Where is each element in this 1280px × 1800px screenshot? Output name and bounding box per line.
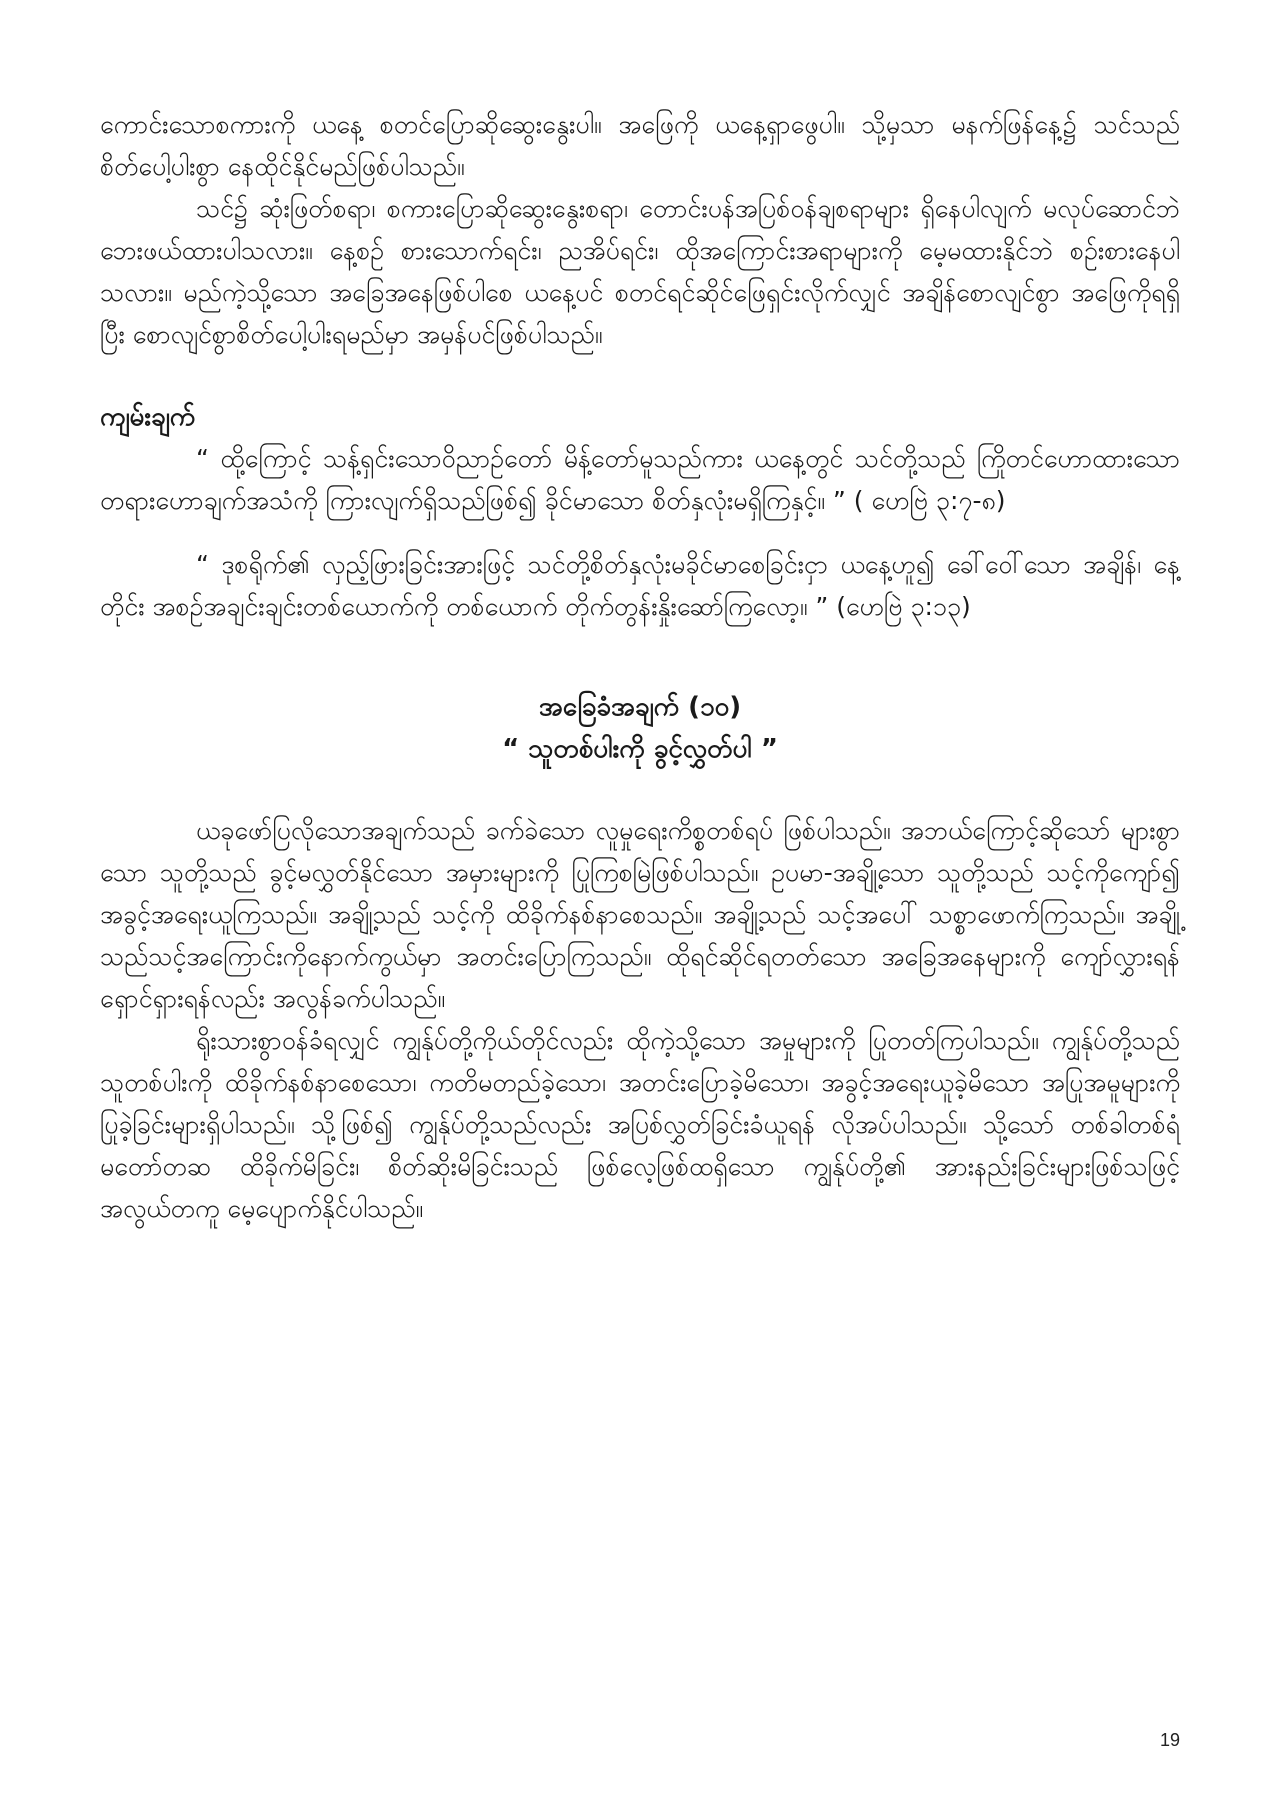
page-number: 19 [1159, 1730, 1180, 1750]
spacer [100, 770, 1180, 810]
spacer [100, 522, 1180, 544]
scripture-heading: ကျမ်းချက် [100, 402, 196, 432]
scripture-verse-2: “ ဒုစရိုက်၏ လှည့်ဖြားခြင်းအားဖြင့် သင်တို့စိတ်နှလုံးမခိုင်မာစေခြင်းငှာ ယနေ့ဟူ၍ ခေါ်ဝေါ်သော အချိန်၊ နေ့တိုင်း အစဉ်အချင်းချင်းတစ်ယောက်ကို တစ်ယောက် တိုက်တွန်းနှိုးဆော်ကြလော့။ ” (ဟေဗြဲ ၃:၁၃) [100, 550, 1180, 621]
scripture-verse-1: “ ထို့ကြောင့် သန့်ရှင်းသောဝိညာဉ်တော် မိန့်တော်မူသည်ကား ယနေ့တွင် သင်တို့သည် ကြိုတင်ဟောထားသော တရားဟောချက်အသံကို ကြားလျက်ရှိသည်ဖြစ်၍ ခိုင်မာသော စိတ်နှလုံးမရှိကြနှင့်။ ” ( ဟေဗြဲ ၃:၇-၈) [100, 444, 1180, 515]
chapter-paragraph-2: ရိုးသားစွာဝန်ခံရလျှင် ကျွန်ုပ်တို့ကိုယ်တိုင်လည်း ထိုကဲ့သို့သော အမှုများကို ပြုတတ်ကြပါသည်။ ကျွန်ုပ်တို့သည် သူတစ်ပါးကို ထိခိုက်နစ်နာစေသော၊ ကတိမတည်ခဲ့သော၊ အတင်းပြောခဲ့မိသော၊ အခွင့်အရေးယူခဲ့မိသော အပြုအမူများကို ပြုခဲ့ခြင်းများရှိပါသည်။ သို့ဖြစ်၍ ကျွန်ုပ်တို့သည်လည်း အပြစ်လွှတ်ခြင်းခံယူရန် လိုအပ်ပါသည်။ သို့သော် တစ်ခါတစ်ရံ မတော်တဆ ထိခိုက်မိခြင်း၊ စိတ်ဆိုးမိခြင်းသည် ဖြစ်လေ့ဖြစ်ထရှိသော ကျွန်ုပ်တို့၏ အားနည်းခြင်းများဖြစ်သဖြင့် အလွယ်တကူ မေ့ပျောက်နိုင်ပါသည်။ [100, 1026, 1180, 1223]
intro-paragraph-2: သင်၌ ဆုံးဖြတ်စရာ၊ စကားပြောဆိုဆွေးနွေးစရာ၊ တောင်းပန်အပြစ်ဝန်ချစရာများ ရှိနေပါလျက် မလုပ်ဆောင်ဘဲ ဘေးဖယ်ထားပါသလား။ နေ့စဉ် စားသောက်ရင်း၊ ညအိပ်ရင်း၊ ထိုအကြောင်းအရာများကို မေ့မထားနိုင်ဘဲ စဉ်းစားနေပါသလား။ မည်ကဲ့သို့သော အခြေအနေဖြစ်ပါစေ ယနေ့ပင် စတင်ရင်ဆိုင်ဖြေရှင်းလိုက်လျှင် အချိန်စောလျင်စွာ အဖြေကိုရရှိပြီး စောလျင်စွာစိတ်ပေါ့ပါးရမည်မှာ အမှန်ပင်ဖြစ်ပါသည်။ [100, 194, 1180, 349]
spacer [100, 628, 1180, 686]
intro-paragraph-1: ကောင်းသောစကားကို ယနေ့ စတင်ပြောဆိုဆွေးနွေးပါ။ အဖြေကို ယနေ့ရှာဖွေပါ။ သို့မှသာ မနက်ဖြန်နေ့၌ သင်သည်စိတ်ပေါ့ပါးစွာ နေထိုင်နိုင်မည်ဖြစ်ပါသည်။ [100, 110, 1180, 181]
chapter-paragraph-1: ယခုဖော်ပြလိုသောအချက်သည် ခက်ခဲသော လူမှုရေးကိစ္စတစ်ရပ် ဖြစ်ပါသည်။ အဘယ်ကြောင့်ဆိုသော် များစွာသော သူတို့သည် ခွင့်မလွှတ်နိုင်သော အမှားများကို ပြုကြစမြဲဖြစ်ပါသည်။ ဥပမာ-အချို့သော သူတို့သည် သင့်ကိုကျော်၍ အခွင့်အရေးယူကြသည်။ အချို့သည် သင့်ကို ထိခိုက်နစ်နာစေသည်။ အချို့သည် သင့်အပေါ် သစ္စာဖောက်ကြသည်။ အချို့သည်သင့်အကြောင်းကိုနောက်ကွယ်မှာ အတင်းပြောကြသည်။ ထိုရင်ဆိုင်ရတတ်သော အခြေအနေများကို ကျော်လွှားရန်ရှောင်ရှားရန်လည်း အလွန်ခက်ပါသည်။ [100, 816, 1180, 1013]
document-page [100, 104, 1180, 1230]
chapter-subtitle: “ သူတစ်ပါးကို ခွင့်လွှတ်ပါ ” [502, 734, 778, 764]
spacer [100, 356, 1180, 396]
chapter-title: အခြေခံအချက် (၁၀) [538, 692, 742, 722]
